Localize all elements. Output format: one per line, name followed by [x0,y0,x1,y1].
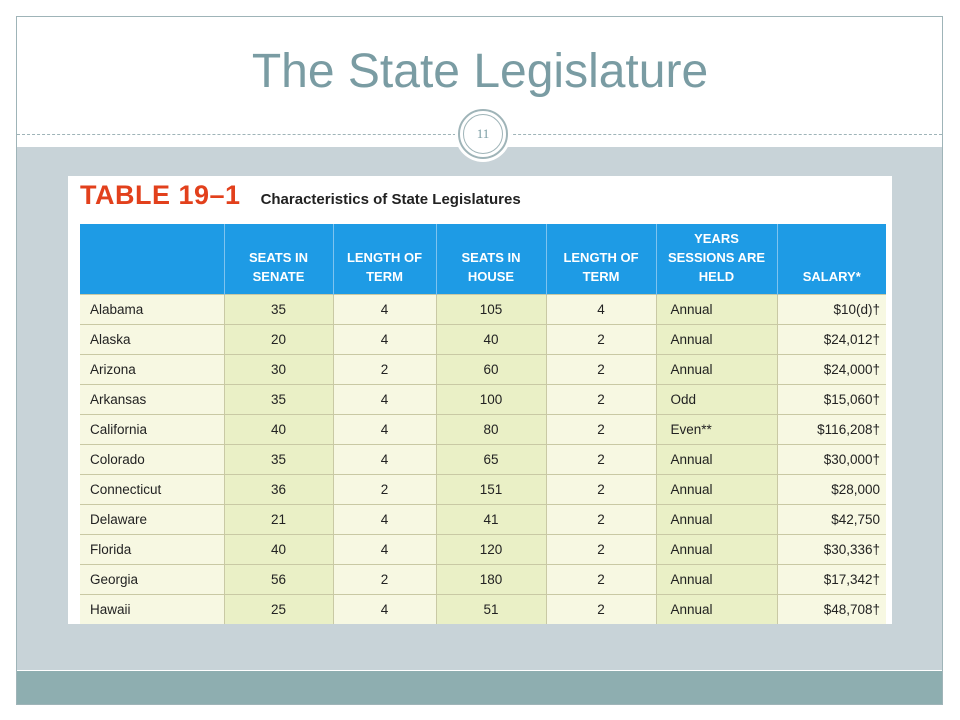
column-header [80,224,224,294]
table-cell: 21 [224,504,333,534]
table-cell: 35 [224,294,333,324]
table-heading [80,180,521,220]
table-cell: 2 [546,504,656,534]
table-cell: Annual [656,534,777,564]
table-cell: Annual [656,504,777,534]
table-cell: 4 [333,444,436,474]
table-row [80,594,886,624]
table-cell: 51 [436,594,546,624]
state-name-cell: Arkansas [80,384,224,414]
table-cell: 60 [436,354,546,384]
table-cell: 40 [436,324,546,354]
table-cell: 40 [224,414,333,444]
table-cell: $42,750 [777,504,886,534]
table-cell: $116,208† [777,414,886,444]
column-header: SEATS IN HOUSE [436,224,546,294]
legislature-table [80,224,886,624]
table-cell: 36 [224,474,333,504]
table-row [80,294,886,324]
table-cell: 35 [224,444,333,474]
table-cell: 105 [436,294,546,324]
column-header: SALARY* [777,224,886,294]
table-cell: Annual [656,594,777,624]
table-cell: $17,342† [777,564,886,594]
table-cell: 151 [436,474,546,504]
state-name-cell: Connecticut [80,474,224,504]
table-row [80,324,886,354]
table-cell: Annual [656,324,777,354]
table-cell: 2 [333,354,436,384]
footer-band [17,671,942,704]
table-cell: Annual [656,444,777,474]
state-name-cell: California [80,414,224,444]
table-cell: 56 [224,564,333,594]
table-cell: 4 [333,294,436,324]
state-name-cell: Delaware [80,504,224,534]
state-name-cell: Hawaii [80,594,224,624]
table-row [80,564,886,594]
table-cell: $30,000† [777,444,886,474]
slide-title: The State Legislature [251,45,709,98]
state-name-cell: Georgia [80,564,224,594]
table-cell: 2 [333,564,436,594]
column-header: YEARS SESSIONS ARE HELD [656,224,777,294]
table-cell: 2 [546,324,656,354]
table-cell: Odd [656,384,777,414]
table-row [80,504,886,534]
table-cell: 180 [436,564,546,594]
table-row [80,354,886,384]
table-cell: 41 [436,504,546,534]
table-cell: 4 [333,534,436,564]
table-cell: 2 [546,474,656,504]
table-label: TABLE 19–1 [80,180,241,210]
table-cell: 35 [224,384,333,414]
column-header: LENGTH OF TERM [333,224,436,294]
table-cell: 4 [546,294,656,324]
table-row [80,444,886,474]
table-cell: 4 [333,414,436,444]
table-cell: 2 [546,564,656,594]
table-cell: 2 [546,534,656,564]
table-cell: 65 [436,444,546,474]
table-cell: Annual [656,564,777,594]
column-header: LENGTH OF TERM [546,224,656,294]
table-cell: Even** [656,414,777,444]
table-cell: 2 [546,594,656,624]
table-row [80,474,886,504]
table-cell: Annual [656,354,777,384]
table-cell: 2 [333,474,436,504]
state-name-cell: Alabama [80,294,224,324]
table-cell: 2 [546,384,656,414]
table-cell: 4 [333,324,436,354]
table-cell: 4 [333,594,436,624]
table-cell: 25 [224,594,333,624]
table-cell: 4 [333,384,436,414]
table-cell: $10(d)† [777,294,886,324]
table-cell: 120 [436,534,546,564]
table-cell: 80 [436,414,546,444]
table-body [80,294,886,624]
table-cell: 30 [224,354,333,384]
legislature-table-figure [68,176,892,624]
table-cell: 4 [333,504,436,534]
state-name-cell: Alaska [80,324,224,354]
table-row [80,534,886,564]
table-header-row [80,224,886,294]
table-cell: $24,012† [777,324,886,354]
table-cell: 2 [546,444,656,474]
table-cell: 40 [224,534,333,564]
table-row [80,384,886,414]
table-cell: $28,000 [777,474,886,504]
table-cell: 100 [436,384,546,414]
table-caption: Characteristics of State Legislatures [260,191,521,208]
table-row [80,414,886,444]
table-cell: $24,000† [777,354,886,384]
page-number-badge [458,109,508,159]
state-name-cell: Colorado [80,444,224,474]
table-cell: Annual [656,474,777,504]
table-cell: 2 [546,354,656,384]
table-cell: 2 [546,414,656,444]
page-number: 11 [463,114,503,154]
table-cell: $30,336† [777,534,886,564]
table-cell: Annual [656,294,777,324]
table-cell: $48,708† [777,594,886,624]
state-name-cell: Florida [80,534,224,564]
table-cell: 20 [224,324,333,354]
state-name-cell: Arizona [80,354,224,384]
table-cell: $15,060† [777,384,886,414]
column-header: SEATS IN SENATE [224,224,333,294]
